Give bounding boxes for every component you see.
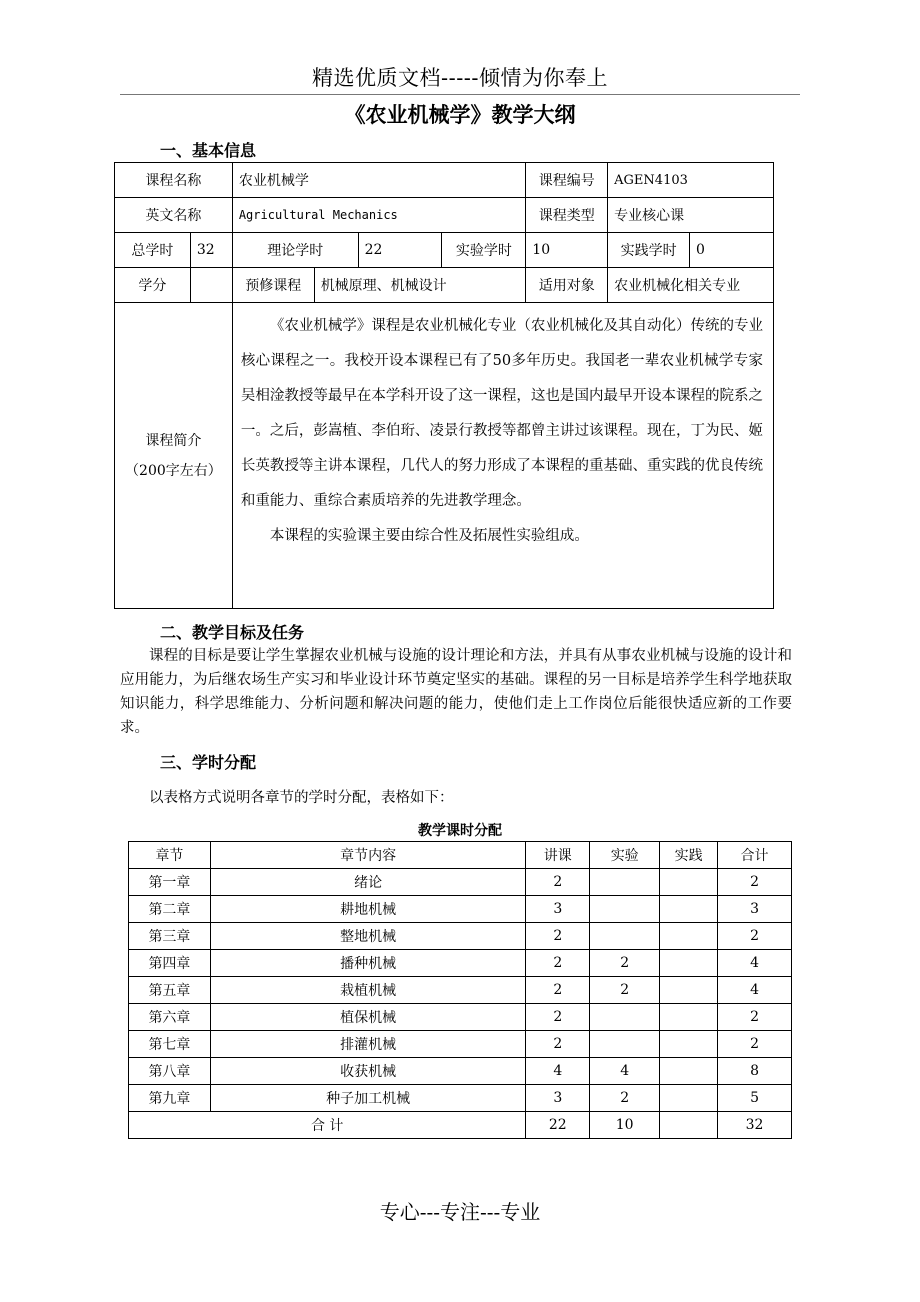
- table-row: [129, 950, 792, 977]
- intro-paragraph-1: 《农业机械学》课程是农业机械化专业（农业机械化及其自动化）传统的专业核心课程之一。我校开设本课程已有了50多年历史。我国老一辈农业机械学专家吴相淦教授等最早在本学科开设了这一课程，这也是国内最早开设本课程的院系之一。之后，彭嵩植、李伯珩、凌景行教授等都曾主讲过该课程。现在，丁为民、姬长英教授等主讲本课程，几代人的努力形成了本课程的重基础、重实践的优良传统和重能力、重综合素质培养的先进教学理念。: [240, 318, 763, 509]
- table-cell: [660, 1031, 718, 1058]
- column-header: 合计: [718, 842, 792, 869]
- section-heading-hours: 三、学时分配: [160, 753, 257, 772]
- column-header: 章节: [129, 842, 211, 869]
- page-header: 精选优质文档-----倾情为你奉上: [312, 66, 608, 90]
- table-cell: 2: [718, 1004, 792, 1031]
- theory-hours-label: 理论学时: [232, 233, 358, 268]
- prereq-value: 机械原理、机械设计: [314, 268, 526, 303]
- table-cell: 4: [590, 1058, 660, 1085]
- total-hours-value: 32: [190, 233, 232, 268]
- table-cell: [590, 896, 660, 923]
- table-cell: 第一章: [129, 869, 211, 896]
- total-cell: 32: [718, 1112, 792, 1139]
- audience-label: 适用对象: [526, 268, 608, 303]
- table-cell: 2: [526, 950, 590, 977]
- column-header: 实践: [660, 842, 718, 869]
- intro-label-sub: （200字左右）: [125, 462, 222, 479]
- table-cell: 第六章: [129, 1004, 211, 1031]
- table-cell: 2: [526, 977, 590, 1004]
- table-cell: 4: [526, 1058, 590, 1085]
- table-cell: [660, 869, 718, 896]
- table-cell: [590, 869, 660, 896]
- table-cell: 2: [718, 869, 792, 896]
- course-code-label: 课程编号: [526, 163, 608, 198]
- course-name-label: 课程名称: [115, 163, 233, 198]
- table-row: [129, 1085, 792, 1112]
- table-cell: 2: [590, 1085, 660, 1112]
- column-header: 实验: [590, 842, 660, 869]
- table-cell: 2: [590, 977, 660, 1004]
- total-cell: [660, 1112, 718, 1139]
- table-cell: [660, 896, 718, 923]
- practice-hours-label: 实践学时: [608, 233, 690, 268]
- credits-label: 学分: [115, 268, 191, 303]
- table-cell: 栽植机械: [210, 977, 525, 1004]
- hours-table-caption: 教学课时分配: [418, 823, 502, 839]
- table-cell: [590, 1031, 660, 1058]
- allocation-intro: 以表格方式说明各章节的学时分配，表格如下：: [149, 790, 454, 806]
- intro-text-cell: [232, 303, 773, 609]
- table-cell: 2: [718, 923, 792, 950]
- table-cell: 排灌机械: [210, 1031, 525, 1058]
- table-cell: [660, 1058, 718, 1085]
- table-cell: [660, 977, 718, 1004]
- lab-hours-label: 实验学时: [442, 233, 526, 268]
- english-name-value: Agricultural Mechanics: [232, 198, 525, 233]
- lab-hours-value: 10: [526, 233, 608, 268]
- table-cell: 第四章: [129, 950, 211, 977]
- table-row: [129, 923, 792, 950]
- table-cell: 第三章: [129, 923, 211, 950]
- table-cell: 耕地机械: [210, 896, 525, 923]
- table-cell: [660, 923, 718, 950]
- table-cell: 整地机械: [210, 923, 525, 950]
- info-row: [115, 233, 774, 268]
- section-heading-objectives: 二、教学目标及任务: [160, 623, 305, 642]
- table-cell: 8: [718, 1058, 792, 1085]
- audience-value: 农业机械化相关专业: [608, 268, 774, 303]
- table-cell: 播种机械: [210, 950, 525, 977]
- table-cell: [590, 923, 660, 950]
- table-cell: 2: [526, 923, 590, 950]
- course-type-label: 课程类型: [526, 198, 608, 233]
- table-cell: [590, 1004, 660, 1031]
- objectives-paragraph: 课程的目标是要让学生掌握农业机械与设施的设计理论和方法，并具有从事农业机械与设施的设计和应用能力，为后继农场生产实习和毕业设计环节奠定坚实的基础。课程的另一目标是培养学生科学地获取知识能力，科学思维能力、分析问题和解决问题的能力，使他们走上工作岗位后能很快适应新的工作要求。: [120, 648, 792, 736]
- info-row: [115, 268, 774, 303]
- table-cell: 第二章: [129, 896, 211, 923]
- intro-label-cell: [115, 303, 233, 609]
- table-cell: 第九章: [129, 1085, 211, 1112]
- prereq-label: 预修课程: [232, 268, 314, 303]
- table-cell: 2: [590, 950, 660, 977]
- table-cell: 2: [718, 1031, 792, 1058]
- table-cell: 3: [526, 1085, 590, 1112]
- basic-info-table: [114, 162, 774, 609]
- table-cell: 植保机械: [210, 1004, 525, 1031]
- table-cell: [660, 1085, 718, 1112]
- table-cell: 5: [718, 1085, 792, 1112]
- column-header: 讲课: [526, 842, 590, 869]
- total-hours-label: 总学时: [115, 233, 191, 268]
- header-divider: [120, 94, 800, 95]
- table-cell: 4: [718, 977, 792, 1004]
- table-cell: [660, 950, 718, 977]
- table-cell: 第七章: [129, 1031, 211, 1058]
- table-cell: 第五章: [129, 977, 211, 1004]
- page-footer: 专心---专注---专业: [379, 1200, 541, 1224]
- info-row: [115, 303, 774, 609]
- table-header-row: [129, 842, 792, 869]
- table-cell: 4: [718, 950, 792, 977]
- table-cell: 2: [526, 1031, 590, 1058]
- credits-value: [190, 268, 232, 303]
- theory-hours-value: 22: [358, 233, 442, 268]
- course-code-value: AGEN4103: [608, 163, 774, 198]
- intro-label: 课程简介: [145, 432, 202, 449]
- hours-table: [128, 841, 792, 1139]
- info-row: [115, 198, 774, 233]
- total-label: 合 计: [129, 1112, 526, 1139]
- table-cell: 3: [718, 896, 792, 923]
- table-row: [129, 1058, 792, 1085]
- table-cell: 绪论: [210, 869, 525, 896]
- table-row: [129, 1031, 792, 1058]
- table-cell: 种子加工机械: [210, 1085, 525, 1112]
- course-name-value: 农业机械学: [232, 163, 525, 198]
- table-row: [129, 869, 792, 896]
- english-name-label: 英文名称: [115, 198, 233, 233]
- table-cell: 第八章: [129, 1058, 211, 1085]
- table-total-row: [129, 1112, 792, 1139]
- info-row: [115, 163, 774, 198]
- course-type-value: 专业核心课: [608, 198, 774, 233]
- total-cell: 10: [590, 1112, 660, 1139]
- practice-hours-value: 0: [690, 233, 774, 268]
- doc-title: 《农业机械学》教学大纲: [344, 103, 576, 127]
- column-header: 章节内容: [210, 842, 525, 869]
- table-cell: 收获机械: [210, 1058, 525, 1085]
- table-cell: 2: [526, 1004, 590, 1031]
- total-cell: 22: [526, 1112, 590, 1139]
- table-row: [129, 1004, 792, 1031]
- table-row: [129, 977, 792, 1004]
- table-cell: 2: [526, 869, 590, 896]
- section-heading-basic-info: 一、基本信息: [160, 141, 257, 160]
- table-row: [129, 896, 792, 923]
- intro-paragraph-2: 本课程的实验课主要由综合性及拓展性实验组成。: [269, 528, 589, 544]
- table-cell: [660, 1004, 718, 1031]
- table-cell: 3: [526, 896, 590, 923]
